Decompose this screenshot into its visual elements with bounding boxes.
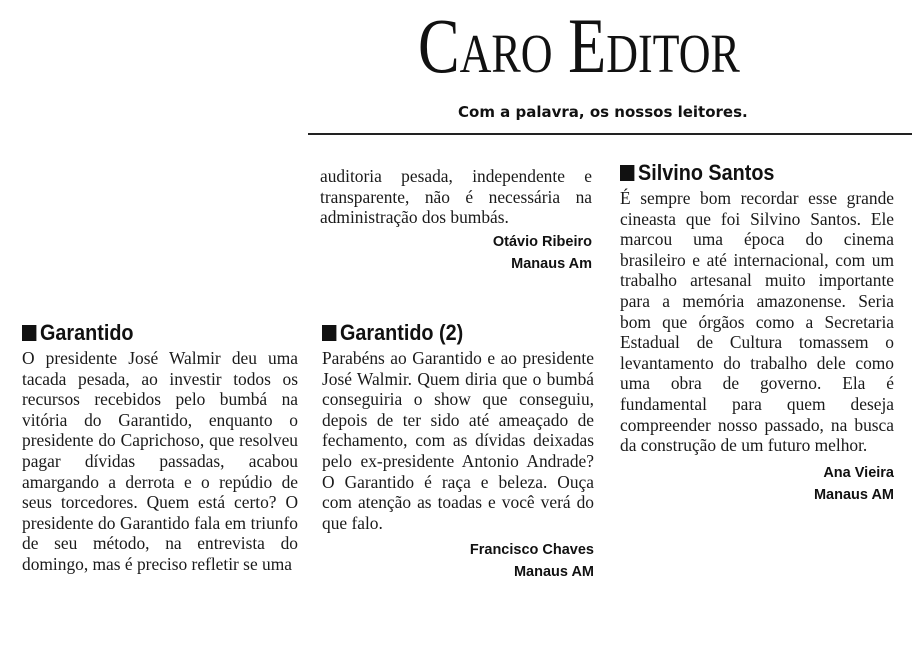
letter-heading: [620, 160, 867, 186]
letter-city: Manaus AM: [513, 564, 594, 581]
header-rule: [308, 133, 912, 135]
section-title: Caro Editor: [418, 2, 740, 89]
letter-author: Ana Vieira: [823, 464, 894, 481]
letter-heading-text: Garantido (2): [340, 320, 464, 345]
square-bullet-icon: [22, 325, 36, 341]
letter-silvino-santos: [620, 160, 894, 506]
letter-body: É sempre bom recordar esse grande cineasta que foi Silvino Santos. Ele marcou uma época do cinema brasileiro e até internacional, com um trabalho artesanal muito importante para a memória amazonense. Seria bom que órgãos como a Secretaria Estadual de Cultura tomassem o levantamento do trabalho dele como uma obra de governo. Ela é fundamental para quem deseja compreender nosso passado, na busca da construção de um futuro melhor.: [620, 188, 894, 456]
letter-garantido-2: [322, 320, 594, 583]
letter-heading-text: Silvino Santos: [638, 160, 775, 185]
letter-author: Francisco Chaves: [469, 542, 594, 559]
letter-heading-text: Garantido: [40, 320, 134, 345]
letter-garantido: [22, 320, 298, 575]
letter-body: Parabéns ao Garantido e ao presidente José Walmir. Quem diria que o bumbá conseguiria o show que conseguiu, depois de ter sido até ameaçado de fechamento, com as dívidas deixadas pelo ex-presidente Antonio Andrade? O Garantido é raça e beleza. Ouça com atenção as toadas e você verá do que falo.: [322, 348, 594, 533]
letter-body: auditoria pesada, independente e transparente, não é necessária na administração dos bumbás.: [320, 166, 592, 228]
letter-auditoria: [320, 166, 592, 275]
square-bullet-icon: [620, 165, 634, 181]
square-bullet-icon: [322, 325, 336, 341]
letter-city: Manaus Am: [511, 255, 592, 272]
letter-heading: [22, 320, 270, 346]
letter-city: Manaus AM: [813, 486, 894, 503]
letter-body: O presidente José Walmir deu uma tacada pesada, ao investir todos os recursos recebidos pelo bumbá na vitória do Garantido, enquanto o presidente do Caprichoso, que resolveu pagar dívidas passadas, acabou amargando a derrota e o repúdio de seus torcedores. Quem está certo? O presidente do Garantido fala em triunfo de seu método, na entrevista do domingo, mas é preciso refletir se uma: [22, 348, 298, 574]
section-subtitle: Com a palavra, os nossos leitores.: [458, 103, 748, 121]
letter-author: Otávio Ribeiro: [492, 233, 592, 250]
letter-heading: [322, 320, 567, 346]
